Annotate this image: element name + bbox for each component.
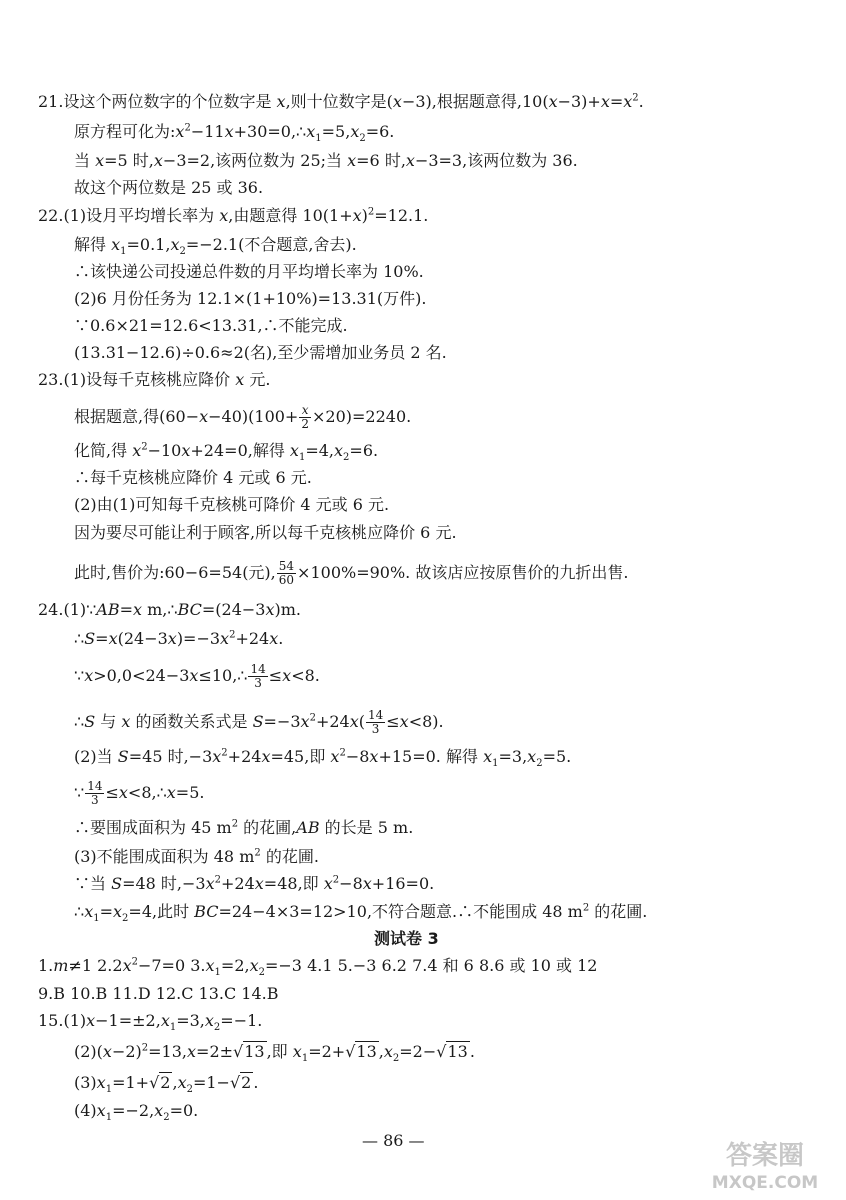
sqrt-sign: √ bbox=[229, 1073, 241, 1092]
sqrt-sign: √ bbox=[233, 1042, 244, 1061]
p24-line5: (2)当 S=45 时$,-3x^2+24x=45$,即 $x^2-8x+15=0$. 解得 $x_1=3,x_2=5$. bbox=[74, 747, 572, 770]
p22-line6: (13.31−12.6)÷0.6≈2(名),至少需增加业务员 2 名. bbox=[74, 343, 447, 362]
p24-line6: ∵ $\frac{14}{3}$ ≤x<8,∴x=5. bbox=[74, 779, 205, 807]
p21-line3: 当 x=5 时,x−3=2,该两位数为 25;当 x=6 时,x−3=3,该两位数为 36. bbox=[74, 151, 578, 170]
p23-line7: 此时,售价为:60−6=54(元), $\frac{54}{60}$ ×100%=90%. 故该店应按原售价的九折出售. bbox=[74, 559, 629, 587]
p23-line5: (2)由(1)可知每千克核桃可降价 4 元或 6 元. bbox=[74, 495, 390, 514]
p22-line2: 解得 $x_1=0.1,x_2=-2.1$(不合题意,舍去). bbox=[74, 235, 357, 258]
p24-line8: (3)不能围成面积为 48 $m^2$ 的花圃. bbox=[74, 847, 319, 866]
p22-line4: (2)6 月份任务为 12.1×(1+10%)=13.31(万件). bbox=[74, 289, 427, 308]
p24-line3: ∵x>0,0<24−3x≤10,∴ $\frac{14}{3}$ ≤x<8. bbox=[74, 662, 320, 690]
sqrt-sign: √ bbox=[345, 1042, 356, 1061]
p21-line4: 故这个两位数是 25 或 36. bbox=[74, 178, 264, 197]
fraction-14-over-3: $\frac{14}{3}$ bbox=[367, 708, 384, 736]
p24-line2: $\therefore S=x(24-3x)=-3x^2+24x$. bbox=[74, 629, 284, 648]
sqrt-sign: √ bbox=[436, 1042, 447, 1061]
sqrt-sign: √ bbox=[149, 1073, 160, 1092]
p22-line3: ∴该快递公司投递总件数的月平均增长率为 10%. bbox=[74, 262, 424, 281]
fraction-54-over-60: $\frac{54}{60}$ bbox=[278, 559, 295, 587]
page-number: — 86 — bbox=[362, 1131, 425, 1150]
p23-line2: 根据题意,得(60−x−40)(100+ $\frac{x}{2}$ ×20)=2240. bbox=[74, 403, 412, 431]
fraction-14-over-3: $\frac{14}{3}$ bbox=[87, 779, 103, 807]
q15-part2: $(2)(x-2)^2=13,x=2\pm√13$ ,即 $x_1=2+√13$ $,x_2=2-√13$ . bbox=[74, 1042, 475, 1065]
test3-heading: 测试卷 3 bbox=[374, 929, 439, 948]
p23-line3: 化简,得 $x^2-10x+24=0$,解得 $x_1=4,x_2=6$. bbox=[74, 441, 379, 464]
p21-line2: 原方程可化为$:x^2-11x+30=0,\therefore x_1=5,x_2=6$. bbox=[74, 122, 395, 145]
watermark-logo bbox=[700, 1134, 830, 1194]
watermark-text-url: MXQE.COM bbox=[711, 1173, 819, 1193]
watermark-text-cn: 答案圈 bbox=[725, 1141, 805, 1171]
p23-line4: ∴每千克核桃应降价 4 元或 6 元. bbox=[74, 468, 312, 487]
p24-line10: $\therefore x_1=x_2=4$,此时 BC=24−4×3=12>10,不符合题意.∴不能围成 48 $m^2$ 的花圃. bbox=[74, 902, 648, 925]
p24-line1: 24.(1)∵AB=x m,∴BC=(24−3x)m. bbox=[38, 600, 301, 619]
p23-line6: 因为要尽可能让利于顾客,所以每千克核桃应降价 6 元. bbox=[74, 523, 457, 542]
q15-part3: $(3)x_1=1+√2$ $,x_2=1-√2$ . bbox=[74, 1073, 259, 1096]
test3-answers-row1: 1.m≠1 $2.2x^2-7=0$ $3.x_1=2,x_2=-3$ 4.1 5.−3 6.2 7.4 和 6 8.6 或 10 或 12 bbox=[38, 956, 598, 979]
p21-line1: 21.设这个两位数字的个位数字是 x,则十位数字是(x−3),根据题意得$,10(x-3)+x=x^2$. bbox=[38, 92, 644, 111]
q15-part4: $(4)x_1=-2,x_2=0$. bbox=[74, 1101, 199, 1124]
p24-line7: ∴要围成面积为 45 $m^2$ 的花圃,AB 的长是 5 m. bbox=[74, 818, 414, 837]
test3-answers-row2: 9.B 10.B 11.D 12.C 13.C 14.B bbox=[38, 984, 279, 1003]
p22-line1: 22.(1)设月平均增长率为 x,由题意得 $10(1+x)^2=12.1$. bbox=[38, 206, 429, 225]
p22-line5: ∵0.6×21=12.6<13.31,∴不能完成. bbox=[74, 316, 348, 335]
fraction-14-over-3: $\frac{14}{3}$ bbox=[250, 662, 266, 690]
p23-line1: 23.(1)设每千克核桃应降价 x 元. bbox=[38, 370, 271, 389]
p24-line4: ∴S 与 x 的函数关系式是 $S=-3x^2+24x$( $\frac{14}{3}$ ≤x<8). bbox=[74, 708, 444, 736]
p24-line9: ∵当 S=48 时$,-3x^2+24x=48$,即 $x^2-8x+16=0$. bbox=[74, 874, 435, 893]
fraction-x-over-2: $\frac{x}{2}$ bbox=[301, 403, 309, 431]
q15-part1: $15.(1)x-1=\pm 2,x_1=3,x_2=-1$. bbox=[38, 1011, 263, 1034]
